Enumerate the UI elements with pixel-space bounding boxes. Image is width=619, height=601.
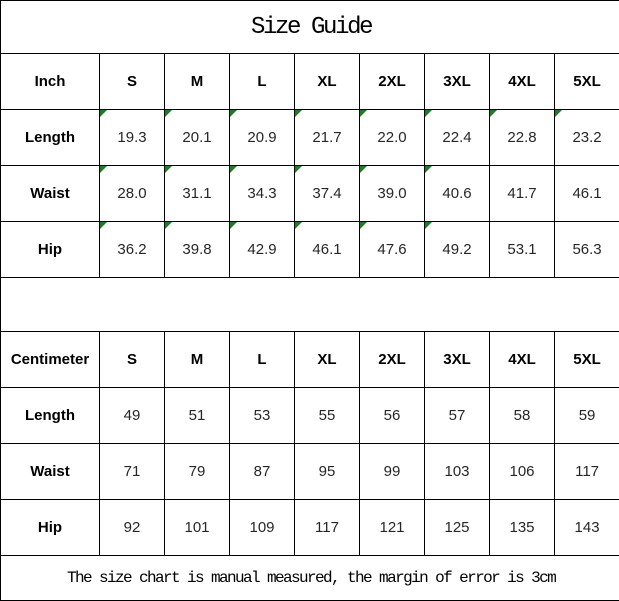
measurement-value: 31.1: [182, 185, 211, 202]
size-header-5xl: 5XL: [555, 54, 619, 110]
spacer-cell: [1, 278, 619, 332]
measurement-cell: 92: [100, 500, 165, 556]
measurement-value: 53.1: [507, 241, 536, 258]
size-header-4xl: 4XL: [490, 54, 555, 110]
measurement-cell: 95: [295, 444, 360, 500]
measurement-cell: 51: [165, 388, 230, 444]
flag-triangle-icon: [230, 110, 237, 117]
measurement-cell: [425, 166, 490, 222]
inch-hip-row: [1, 222, 619, 278]
measurement-cell: 56: [360, 388, 425, 444]
row-label-length: Length: [1, 110, 100, 166]
inch-header-row: [1, 54, 619, 110]
flag-triangle-icon: [360, 166, 367, 173]
footer-row: [1, 556, 619, 601]
measurement-cell: [425, 110, 490, 166]
measurement-cell: 79: [165, 444, 230, 500]
inch-waist-row: [1, 166, 619, 222]
measurement-value: 23.2: [572, 129, 601, 146]
measurement-value: 34.3: [247, 185, 276, 202]
flag-triangle-icon: [165, 222, 172, 229]
measurement-cell: 71: [100, 444, 165, 500]
flag-triangle-icon: [295, 166, 302, 173]
unit-label-centimeter: Centimeter: [1, 332, 100, 388]
measurement-cell: [555, 110, 619, 166]
measurement-cell: [165, 222, 230, 278]
size-header-3xl: 3XL: [425, 54, 490, 110]
flag-triangle-icon: [425, 166, 432, 173]
title-row: [1, 1, 619, 54]
flag-triangle-icon: [360, 222, 367, 229]
measurement-value: 46.1: [572, 185, 601, 202]
cm-waist-row: [1, 444, 619, 500]
row-label-waist: Waist: [1, 444, 100, 500]
measurement-value: 37.4: [312, 185, 341, 202]
measurement-value: 47.6: [377, 241, 406, 258]
measurement-cell: [295, 222, 360, 278]
size-header-m: M: [165, 332, 230, 388]
measurement-cell: 87: [230, 444, 295, 500]
measurement-value: 20.9: [247, 129, 276, 146]
footer-note: The size chart is manual measured, the margin of error is 3cm: [1, 556, 619, 601]
measurement-cell: [100, 166, 165, 222]
measurement-value: 20.1: [182, 129, 211, 146]
row-label-waist: Waist: [1, 166, 100, 222]
cm-length-row: [1, 388, 619, 444]
measurement-cell: [100, 222, 165, 278]
size-header-xl: XL: [295, 332, 360, 388]
measurement-cell: 121: [360, 500, 425, 556]
measurement-cell: 55: [295, 388, 360, 444]
measurement-cell: 117: [295, 500, 360, 556]
size-header-xl: XL: [295, 54, 360, 110]
measurement-cell: 117: [555, 444, 619, 500]
flag-triangle-icon: [425, 110, 432, 117]
flag-triangle-icon: [100, 222, 107, 229]
unit-label-inch: Inch: [1, 54, 100, 110]
cm-hip-row: [1, 500, 619, 556]
size-header-2xl: 2XL: [360, 54, 425, 110]
flag-triangle-icon: [230, 222, 237, 229]
measurement-cell: 109: [230, 500, 295, 556]
row-label-hip: Hip: [1, 222, 100, 278]
measurement-value: 40.6: [442, 185, 471, 202]
spacer-row: [1, 278, 619, 332]
measurement-cell: 49: [100, 388, 165, 444]
measurement-cell: [165, 166, 230, 222]
measurement-cell: [360, 222, 425, 278]
measurement-cell: 101: [165, 500, 230, 556]
measurement-cell: [360, 166, 425, 222]
flag-triangle-icon: [100, 166, 107, 173]
flag-triangle-icon: [555, 110, 562, 117]
flag-triangle-icon: [165, 110, 172, 117]
inch-length-row: [1, 110, 619, 166]
measurement-cell: [295, 166, 360, 222]
measurement-cell: [295, 110, 360, 166]
measurement-cell: 57: [425, 388, 490, 444]
measurement-cell: 125: [425, 500, 490, 556]
flag-triangle-icon: [100, 110, 107, 117]
size-header-2xl: 2XL: [360, 332, 425, 388]
measurement-value: 19.3: [117, 129, 146, 146]
measurement-value: 42.9: [247, 241, 276, 258]
measurement-cell: [490, 166, 555, 222]
size-header-l: L: [230, 332, 295, 388]
measurement-value: 28.0: [117, 185, 146, 202]
size-header-5xl: 5XL: [555, 332, 619, 388]
size-header-s: S: [100, 332, 165, 388]
measurement-cell: [360, 110, 425, 166]
page-title: Size Guide: [1, 1, 619, 54]
measurement-cell: 99: [360, 444, 425, 500]
measurement-cell: 59: [555, 388, 619, 444]
measurement-cell: [425, 222, 490, 278]
measurement-value: 36.2: [117, 241, 146, 258]
measurement-cell: 143: [555, 500, 619, 556]
measurement-cell: [230, 166, 295, 222]
measurement-cell: 103: [425, 444, 490, 500]
measurement-value: 56.3: [572, 241, 601, 258]
measurement-cell: 135: [490, 500, 555, 556]
size-header-m: M: [165, 54, 230, 110]
flag-triangle-icon: [295, 222, 302, 229]
size-header-4xl: 4XL: [490, 332, 555, 388]
measurement-value: 39.0: [377, 185, 406, 202]
flag-triangle-icon: [425, 222, 432, 229]
measurement-value: 22.4: [442, 129, 471, 146]
flag-triangle-icon: [360, 110, 367, 117]
measurement-cell: [490, 222, 555, 278]
measurement-value: 49.2: [442, 241, 471, 258]
measurement-cell: [165, 110, 230, 166]
measurement-cell: 106: [490, 444, 555, 500]
flag-triangle-icon: [230, 166, 237, 173]
cm-header-row: [1, 332, 619, 388]
size-header-3xl: 3XL: [425, 332, 490, 388]
measurement-value: 22.0: [377, 129, 406, 146]
measurement-value: 39.8: [182, 241, 211, 258]
flag-triangle-icon: [165, 166, 172, 173]
size-header-l: L: [230, 54, 295, 110]
row-label-hip: Hip: [1, 500, 100, 556]
measurement-value: 22.8: [507, 129, 536, 146]
measurement-value: 41.7: [507, 185, 536, 202]
measurement-cell: [555, 166, 619, 222]
measurement-cell: [230, 222, 295, 278]
measurement-cell: [100, 110, 165, 166]
flag-triangle-icon: [490, 110, 497, 117]
measurement-cell: [555, 222, 619, 278]
measurement-cell: [490, 110, 555, 166]
measurement-cell: 58: [490, 388, 555, 444]
flag-triangle-icon: [295, 110, 302, 117]
row-label-length: Length: [1, 388, 100, 444]
measurement-value: 46.1: [312, 241, 341, 258]
measurement-value: 21.7: [312, 129, 341, 146]
measurement-cell: 53: [230, 388, 295, 444]
size-header-s: S: [100, 54, 165, 110]
measurement-cell: [230, 110, 295, 166]
